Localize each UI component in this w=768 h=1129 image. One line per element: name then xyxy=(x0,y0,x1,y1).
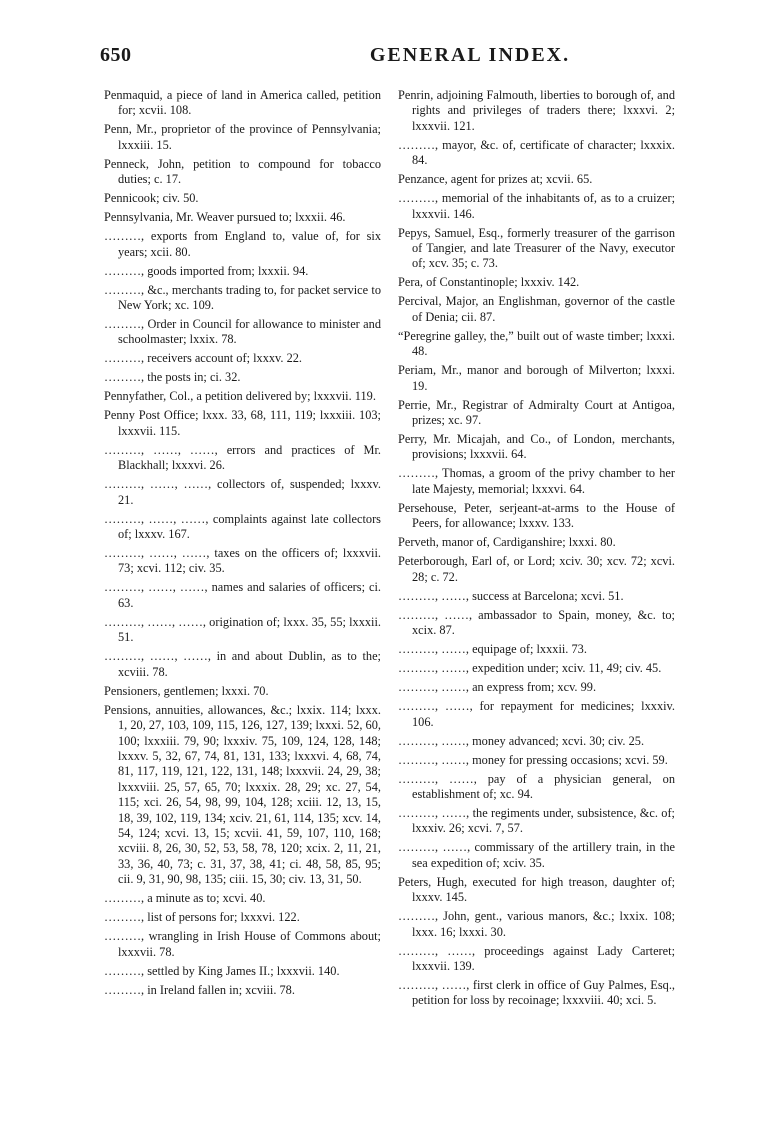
index-entry: Penny Post Office; lxxx. 33, 68, 111, 119; lxxxiii. 103; lxxxvii. 115. xyxy=(104,408,381,438)
index-entry: ………, goods imported from; lxxxii. 94. xyxy=(104,263,309,278)
index-entry: Peters, Hugh, executed for high treason, daughter of; lxxxv. 145. xyxy=(398,874,675,905)
index-entry: Peterborough, Earl of, or Lord; xciv. 30; xcv. 72; xcvi. 28; c. 72. xyxy=(398,554,675,584)
index-entry: ………, Thomas, a groom of the privy chamber to her late Majesty, memorial; lxxxvi. 64. xyxy=(398,466,675,496)
index-entry: Pepys, Samuel, Esq., formerly treasurer of the garrison of Tangier, and late Treasurer of the Navy, executor of; xcv. 35; c. 73. xyxy=(398,225,675,271)
index-entry: ………, Order in Council for allowance to minister and schoolmaster; lxxix. 78. xyxy=(104,317,381,347)
index-entry: ………, ……, first clerk in office of Guy Palmes, Esq., petition for loss by recoinage; lxxxviii. 40; xci. 5. xyxy=(398,977,675,1008)
index-entry: ………, ……, ……, errors and practices of Mr. Blackhall; lxxxvi. 26. xyxy=(104,442,381,473)
index-entry: Perry, Mr. Micajah, and Co., of London, merchants, provisions; lxxxvii. 64. xyxy=(398,432,675,462)
index-entry: ………, ……, ……, taxes on the officers of; lxxxvii. 73; xcvi. 112; civ. 35. xyxy=(104,546,381,576)
index-entry: Penn, Mr., proprietor of the province of Pennsylvania; lxxxiii. 15. xyxy=(104,122,381,152)
index-entry: ………, ……, commissary of the artillery train, in the sea expedition of; xciv. 35. xyxy=(398,840,675,870)
index-entry: ………, ……, the regiments under, subsistence, &c. of; lxxxiv. 26; xcvi. 7, 57. xyxy=(398,805,675,836)
index-entry: ………, ……, for repayment for medicines; lxxxiv. 106. xyxy=(398,699,675,729)
index-entry: ………, ……, money for pressing occasions; xcvi. 59. xyxy=(398,752,668,767)
index-entry: “Peregrine galley, the,” built out of waste timber; lxxxi. 48. xyxy=(398,328,675,359)
index-entry: ………, ……, ……, names and salaries of officers; ci. 63. xyxy=(104,580,381,610)
index-entry: ………, settled by King James II.; lxxxvii. 140. xyxy=(104,963,340,978)
index-entry: Pennsylvania, Mr. Weaver pursued to; lxxxii. 46. xyxy=(104,210,346,225)
left-column xyxy=(104,88,381,1002)
index-entry: Penrin, adjoining Falmouth, liberties to borough of, and rights and privileges of traders there; lxxxvi. 2; lxxxvii. 121. xyxy=(398,88,675,133)
index-entry: ………, John, gent., various manors, &c.; lxxix. 108; lxxx. 16; lxxxi. 30. xyxy=(398,909,675,939)
right-column xyxy=(398,88,675,1012)
page-number: 650 xyxy=(100,44,132,66)
index-entry: Perveth, manor of, Cardiganshire; lxxxi. 80. xyxy=(398,535,616,550)
index-entry: Perrie, Mr., Registrar of Admiralty Court at Antigoa, prizes; xc. 97. xyxy=(398,397,675,428)
index-entry: Pensioners, gentlemen; lxxxi. 70. xyxy=(104,683,269,698)
index-entry: ………, the posts in; ci. 32. xyxy=(104,370,241,385)
index-entry: ………, list of persons for; lxxxvi. 122. xyxy=(104,910,300,925)
index-entry: ………, &c., merchants trading to, for packet service to New York; xc. 109. xyxy=(104,282,381,313)
index-entry: ………, ……, ……, origination of; lxxx. 35, 55; lxxxii. 51. xyxy=(104,614,381,645)
index-entry: ………, ……, ……, collectors of, suspended; lxxxv. 21. xyxy=(104,477,381,507)
index-entry: ………, ……, success at Barcelona; xcvi. 51. xyxy=(398,588,624,603)
index-entry: ………, ……, proceedings against Lady Carteret; lxxxvii. 139. xyxy=(398,943,675,973)
page-header xyxy=(100,44,690,74)
index-entry: ………, ……, pay of a physician general, on establishment of; xc. 94. xyxy=(398,771,675,801)
index-entry: ………, receivers account of; lxxxv. 22. xyxy=(104,351,303,366)
index-entry: ………, ……, ambassador to Spain, money, &c. to; xcix. 87. xyxy=(398,607,675,638)
index-entry: ………, wrangling in Irish House of Commons about; lxxxvii. 78. xyxy=(104,929,381,959)
index-entry: Pera, of Constantinople; lxxxiv. 142. xyxy=(398,275,580,290)
index-entry: ………, ……, ……, in and about Dublin, as to the; xcviii. 78. xyxy=(104,649,381,679)
index-entry: ………, mayor, &c. of, certificate of character; lxxxix. 84. xyxy=(398,137,675,168)
index-entry: Periam, Mr., manor and borough of Milverton; lxxxi. 19. xyxy=(398,363,675,393)
running-title: GENERAL INDEX. xyxy=(369,44,571,66)
index-entry: ………, ……, money advanced; xcvi. 30; civ. 25. xyxy=(398,733,645,748)
index-entry: ………, ……, expedition under; xciv. 11, 49; civ. 45. xyxy=(398,661,662,676)
index-entry: Pensions, annuities, allowances, &c.; lxxix. 114; lxxx. 1, 20, 27, 103, 109, 115, 126, 127, 139; lxxxi. 52, 60, 100; lxxxiii. 79, 90; lxxxiv. 75, 109, 124, 128, 148; lxxxv. 5, 32, 67, 74, 81, 131, 133; lxxxvi. 4, 68, 74, 81, 117, 119, 121, 122, 131, 148; lxxxvii. 24, 29, 38; lxxxviii. 25, 57, 65, 70; lxxxix. 28, 29; xc. 27, 54, 115; xci. 26, 54, 98, 99, 104, 128; xciii. 12, 13, 15, 18, 39, 102, 119, 134; xciv. 21, 61, 114, 135; xcv. 14, 54, 124; xcvi. 13, 15; xcvii. 41, 59, 107, 110, 168; xcviii. 8, 26, 30, 52, 53, 58, 78, 120; xcix. 2, 11, 21, 33, 36, 40, 73; c. 31, 37, 38, 41; ci. 48, 58, 85, 95; cii. 9, 31, 90, 98, 135; ciii. 15, 30; civ. 13, 31, 50. xyxy=(104,702,381,887)
index-entry: ………, a minute as to; xcvi. 40. xyxy=(104,891,266,906)
index-entry: ………, ……, ……, complaints against late collectors of; lxxxv. 167. xyxy=(104,511,381,542)
index-entry: Penneck, John, petition to compound for tobacco duties; c. 17. xyxy=(104,156,381,187)
index-entry: ………, in Ireland fallen in; xcviii. 78. xyxy=(104,982,295,997)
index-entry: Persehouse, Peter, serjeant-at-arms to the House of Peers, for allowance; lxxxv. 133. xyxy=(398,500,675,531)
index-entry: Percival, Major, an Englishman, governor of the castle of Denia; cii. 87. xyxy=(398,294,675,324)
index-entry: Pennyfather, Col., a petition delivered by; lxxxvii. 119. xyxy=(104,389,376,404)
index-entry: Penmaquid, a piece of land in America called, petition for; xcvii. 108. xyxy=(104,88,381,118)
index-entry: ………, exports from England to, value of, for six years; xcii. 80. xyxy=(104,229,381,259)
index-entry: Penzance, agent for prizes at; xcvii. 65. xyxy=(398,172,593,187)
index-entry: ………, ……, an express from; xcv. 99. xyxy=(398,680,597,695)
index-entry: ………, memorial of the inhabitants of, as to a cruizer; lxxxvii. 146. xyxy=(398,191,675,221)
index-entry: Pennicook; civ. 50. xyxy=(104,191,199,206)
index-entry: ………, ……, equipage of; lxxxii. 73. xyxy=(398,642,587,657)
